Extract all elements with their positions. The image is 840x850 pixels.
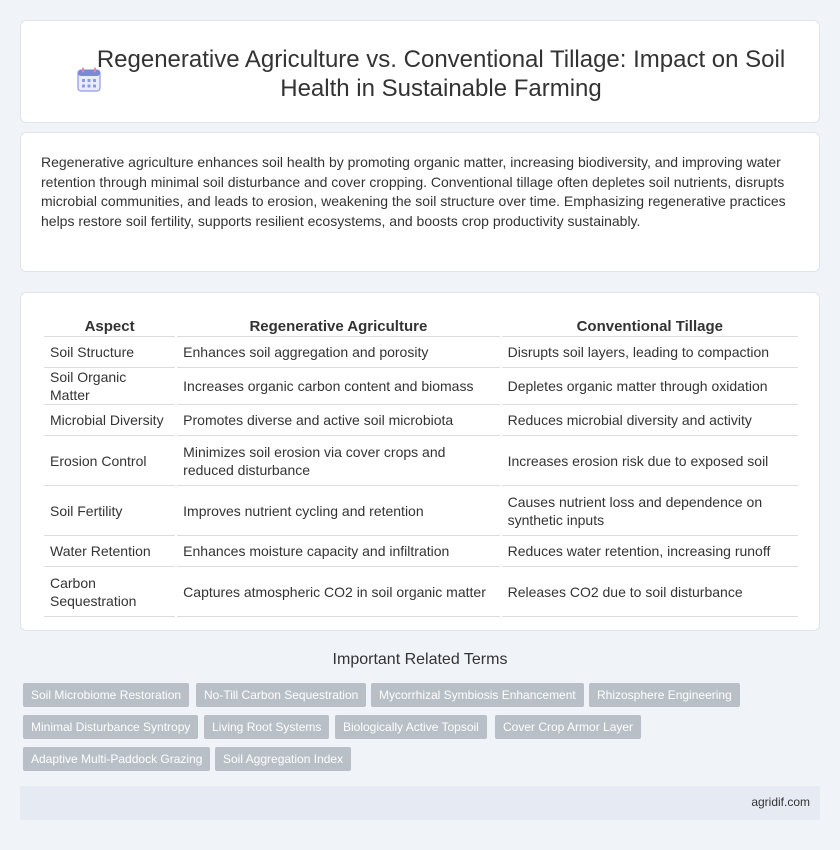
conventional-cell: Increases erosion risk due to exposed soil (502, 436, 798, 486)
table-row (44, 368, 798, 405)
regenerative-cell: Captures atmospheric CO2 in soil organic matter (177, 567, 499, 617)
tag-soil-microbiome-restoration[interactable]: Soil Microbiome Restoration (23, 683, 189, 707)
table-row (44, 486, 798, 536)
header-conventional: Conventional Tillage (502, 313, 798, 337)
conventional-cell: Causes nutrient loss and dependence on synthetic inputs (502, 486, 798, 536)
summary-text: Regenerative agriculture enhances soil health by promoting organic matter, increasing biodiversity, and improving water retention through minimal soil disturbance and cover cropping. Conventional tillage often depletes soil nutrients, disrupts microbial communities, and leads to erosion, weakening the soil structure over time. Emphasizing regenerative practices helps restore soil fertility, supports resilient ecosystems, and boosts crop productivity sustainably. (41, 154, 786, 229)
aspect-cell: Soil Fertility (44, 486, 175, 536)
title-card (20, 20, 820, 123)
aspect-cell: Microbial Diversity (44, 405, 175, 436)
tag-biologically-active-topsoil[interactable]: Biologically Active Topsoil (335, 715, 487, 739)
header-aspect: Aspect (44, 313, 175, 337)
footer-site: agridif.com (751, 795, 810, 809)
conventional-cell: Reduces microbial diversity and activity (502, 405, 798, 436)
aspect-cell: Carbon Sequestration (44, 567, 175, 617)
aspect-cell: Soil Structure (44, 337, 175, 368)
regenerative-cell: Improves nutrient cycling and retention (177, 486, 499, 536)
conventional-cell: Depletes organic matter through oxidation (502, 368, 798, 405)
footer (20, 786, 820, 820)
table-row (44, 536, 798, 567)
tag-mycorrhizal-symbiosis-enhancement[interactable]: Mycorrhizal Symbiosis Enhancement (371, 683, 584, 707)
table-row (44, 337, 798, 368)
page-title: Regenerative Agriculture vs. Conventional Tillage: Impact on Soil Health in Sustainable Farming (96, 46, 786, 102)
regenerative-cell: Enhances soil aggregation and porosity (177, 337, 499, 368)
tag-minimal-disturbance-syntropy[interactable]: Minimal Disturbance Syntropy (23, 715, 198, 739)
regenerative-cell: Enhances moisture capacity and infiltration (177, 536, 499, 567)
header-regenerative: Regenerative Agriculture (177, 313, 499, 337)
aspect-cell: Soil Organic Matter (44, 368, 175, 405)
table-row (44, 567, 798, 617)
aspect-cell: Erosion Control (44, 436, 175, 486)
table-row (44, 405, 798, 436)
regenerative-cell: Increases organic carbon content and biomass (177, 368, 499, 405)
tag-no-till-carbon-sequestration[interactable]: No-Till Carbon Sequestration (196, 683, 366, 707)
conventional-cell: Disrupts soil layers, leading to compaction (502, 337, 798, 368)
related-terms-title: Important Related Terms (332, 651, 508, 668)
regenerative-cell: Minimizes soil erosion via cover crops and reduced disturbance (177, 436, 499, 486)
table-row (44, 436, 798, 486)
conventional-cell: Releases CO2 due to soil disturbance (502, 567, 798, 617)
tag-adaptive-multi-paddock-grazing[interactable]: Adaptive Multi-Paddock Grazing (23, 747, 210, 771)
tag-rhizosphere-engineering[interactable]: Rhizosphere Engineering (589, 683, 740, 707)
comparison-table (42, 313, 800, 617)
comparison-card (20, 292, 820, 631)
regenerative-cell: Promotes diverse and active soil microbiota (177, 405, 499, 436)
tag-living-root-systems[interactable]: Living Root Systems (204, 715, 329, 739)
conventional-cell: Reduces water retention, increasing runoff (502, 536, 798, 567)
tag-cover-crop-armor-layer[interactable]: Cover Crop Armor Layer (495, 715, 641, 739)
tag-soil-aggregation-index[interactable]: Soil Aggregation Index (215, 747, 351, 771)
aspect-cell: Water Retention (44, 536, 175, 567)
summary-card (20, 132, 820, 272)
table-header-row (44, 313, 798, 337)
